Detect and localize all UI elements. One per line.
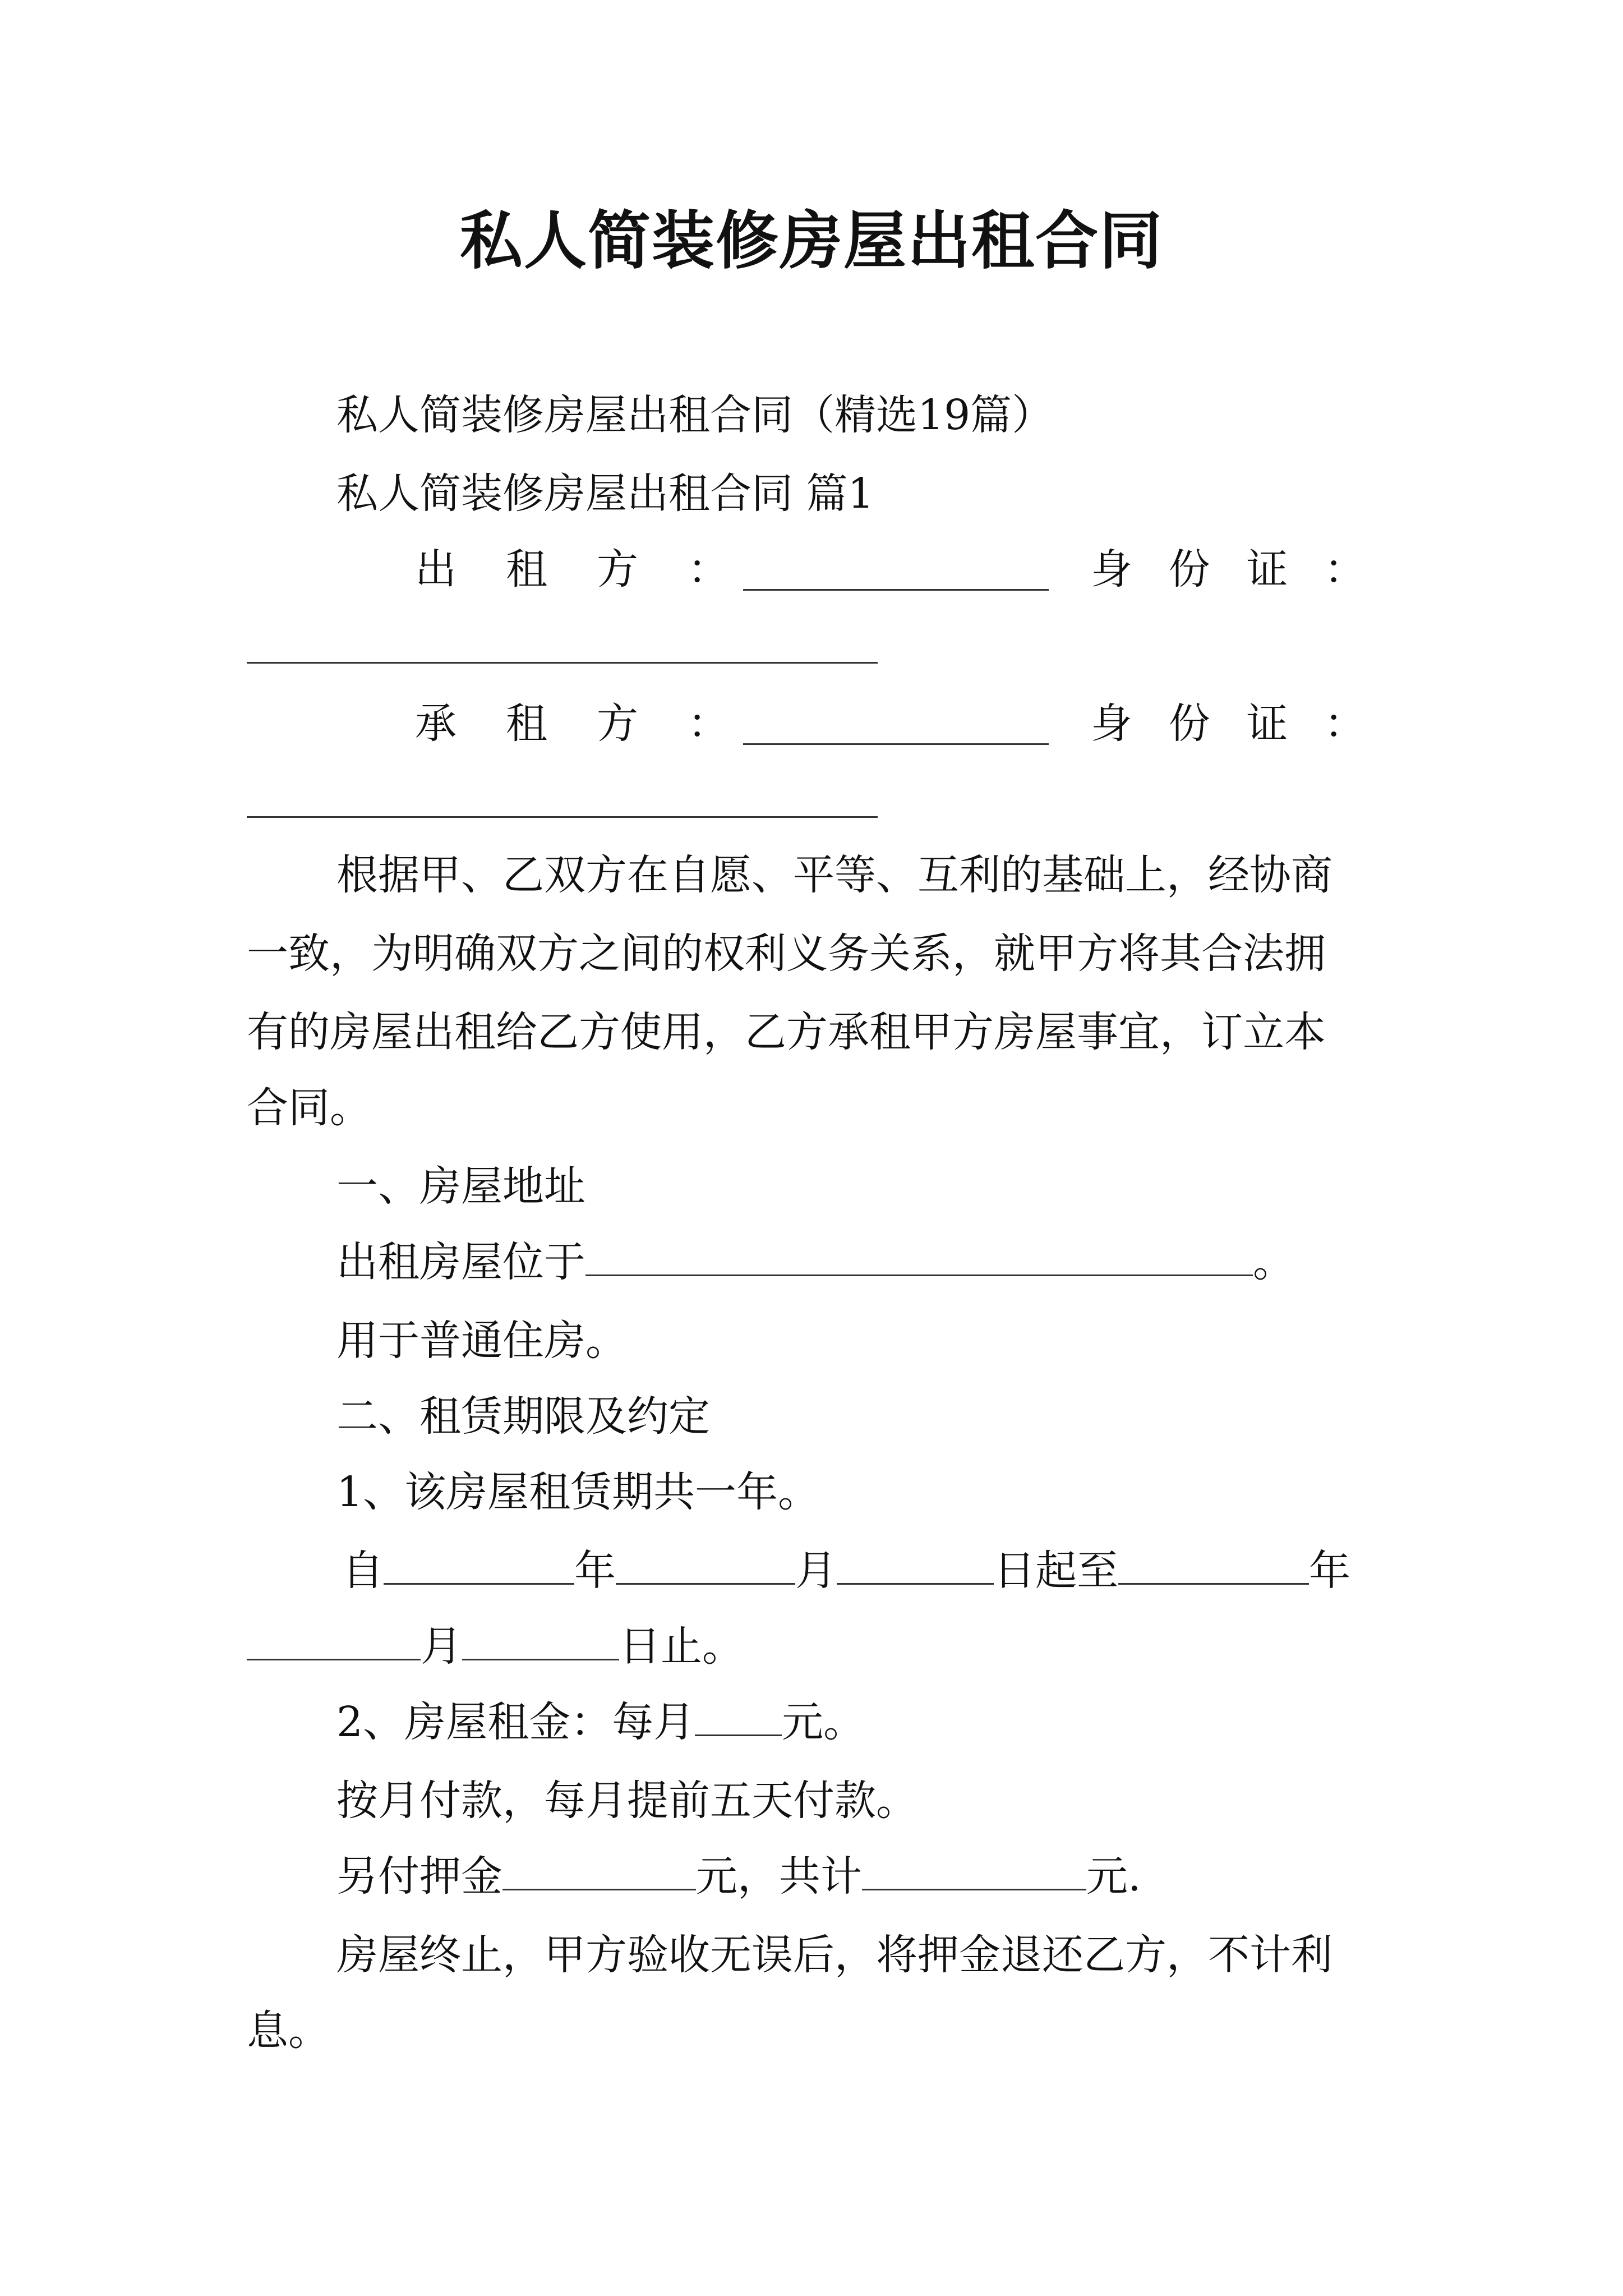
intro-line: 一致，为明确双方之间的权利义务关系，就甲方将其合法拥 [247, 930, 1326, 978]
deposit-line [336, 1848, 1141, 1904]
termination-line: 息。 [247, 2007, 330, 2055]
address-prefix: 出租房屋位于 [336, 1238, 585, 1286]
lessor-label [415, 541, 729, 597]
usage-line: 用于普通住房。 [336, 1317, 627, 1365]
intro-line: 合同。 [247, 1084, 371, 1132]
deposit-prefix: 另付押金 [336, 1852, 502, 1901]
rent-suffix: 元。 [782, 1698, 865, 1746]
termination-line: 房屋终止，甲方验收无误后，将押金退还乙方，不计利 [336, 1931, 1332, 1979]
rent-prefix: 2、房屋租金：每月 [336, 1698, 695, 1746]
payment-line: 按月付款，每月提前五天付款。 [336, 1777, 917, 1825]
intro-line: 根据甲、乙双方在自愿、平等、互利的基础上，经协商 [336, 851, 1332, 899]
address-suffix: 。 [1253, 1238, 1294, 1286]
total-blank[interactable] [862, 1849, 1086, 1890]
section-heading: 一、房屋地址 [336, 1162, 585, 1211]
end-month-blank[interactable] [247, 1619, 421, 1660]
address-line [336, 1234, 1294, 1290]
date-text: 日止。 [619, 1622, 744, 1671]
lessee-label-char: ： [688, 700, 729, 748]
deposit-mid: 元，共计 [696, 1852, 862, 1901]
lessor-label-char: 方 [597, 545, 638, 593]
id-label-char: 身 [1091, 700, 1132, 748]
end-day-blank[interactable] [462, 1619, 619, 1660]
id-label-char: 证 [1246, 545, 1288, 593]
id-label-char: 身 [1091, 545, 1132, 593]
lessee-id-label [1091, 696, 1366, 752]
lessor-id-blank[interactable] [247, 662, 878, 664]
id-label-char: ： [1324, 700, 1366, 748]
date-line [342, 1543, 1350, 1599]
lessee-label-char: 方 [597, 700, 638, 748]
lessee-label-char: 承 [415, 700, 457, 748]
rent-line [336, 1694, 865, 1750]
start-year-blank[interactable] [384, 1544, 574, 1585]
address-blank[interactable] [585, 1235, 1253, 1276]
lessor-label-char: ： [688, 545, 729, 593]
date-end-line [247, 1618, 744, 1674]
id-label-char: 份 [1168, 700, 1210, 748]
id-label-char: 份 [1168, 545, 1210, 593]
section-heading: 二、租赁期限及约定 [336, 1392, 710, 1441]
date-text: 自 [342, 1547, 384, 1595]
page-title: 私人简装修房屋出租合同 [460, 204, 1163, 278]
part-heading: 私人简装修房屋出租合同 篇1 [336, 470, 874, 518]
start-month-blank[interactable] [616, 1544, 795, 1585]
rent-blank[interactable] [695, 1695, 782, 1736]
term-line: 1、该房屋租赁期共一年。 [336, 1468, 820, 1516]
start-day-blank[interactable] [837, 1544, 994, 1585]
lessee-label-char: 租 [506, 700, 547, 748]
date-text: 年 [574, 1547, 616, 1595]
deposit-suffix: 元. [1086, 1852, 1141, 1901]
end-year-blank[interactable] [1118, 1544, 1309, 1585]
date-text: 月 [421, 1622, 462, 1671]
intro-line: 有的房屋出租给乙方使用，乙方承租甲方房屋事宜，订立本 [247, 1008, 1326, 1056]
lessee-id-blank[interactable] [247, 816, 878, 818]
date-text: 日起至 [994, 1547, 1118, 1595]
subtitle: 私人简装修房屋出租合同（精选19篇） [336, 391, 1054, 439]
lessor-label-char: 租 [506, 545, 547, 593]
lessor-label-char: 出 [415, 545, 457, 593]
lessor-name-blank[interactable] [743, 589, 1049, 591]
id-label-char: 证 [1246, 700, 1288, 748]
date-text: 月 [795, 1547, 837, 1595]
lessee-name-blank[interactable] [743, 743, 1049, 745]
date-text: 年 [1309, 1547, 1350, 1595]
lessee-label [415, 696, 729, 752]
deposit-blank[interactable] [502, 1849, 696, 1890]
lessor-id-label [1091, 541, 1366, 597]
id-label-char: ： [1324, 545, 1366, 593]
